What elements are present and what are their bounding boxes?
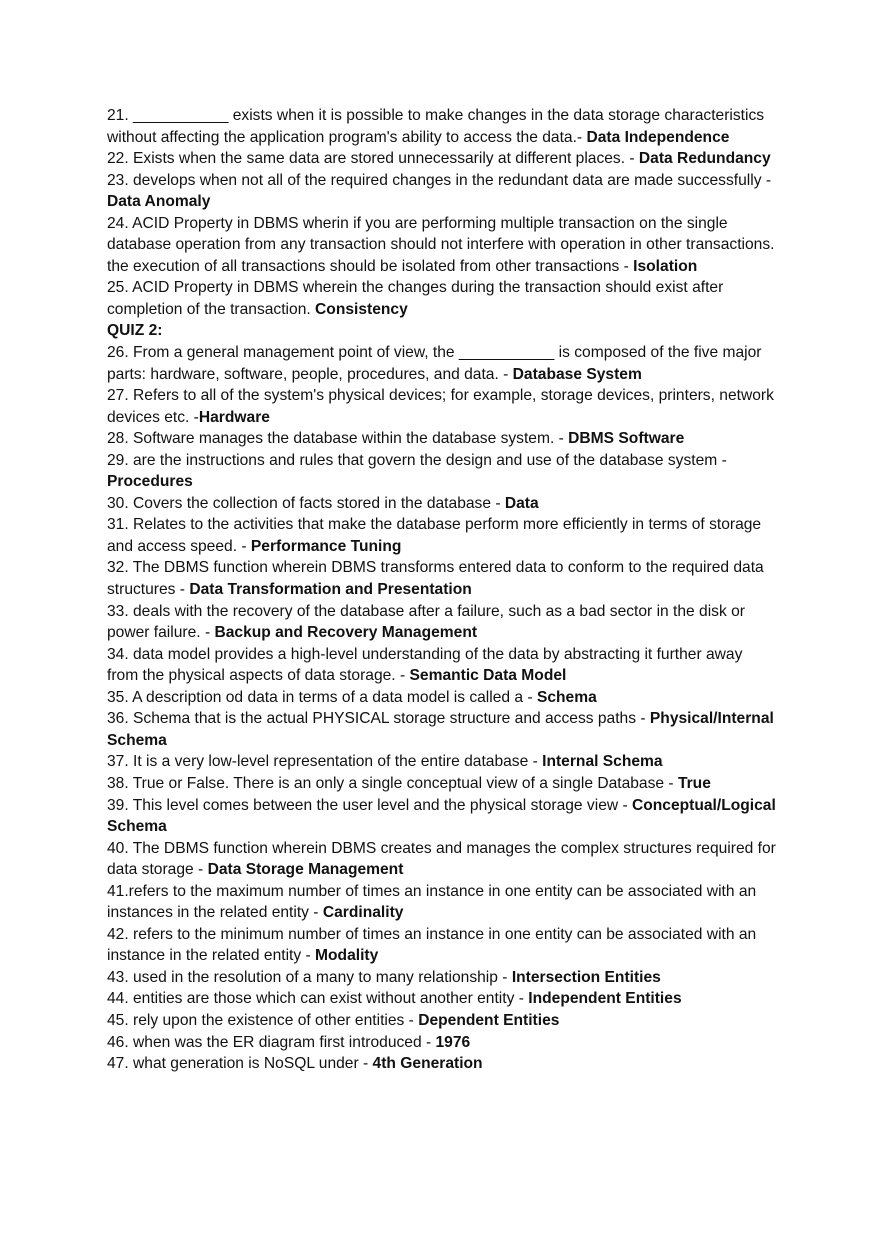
question-item — [107, 838, 777, 881]
question-text: 24. ACID Property in DBMS wherin if you are performing multiple transaction on the single database operation from any transaction should not interfere with operation in other transactions. the execution of all transactions should be isolated from other transactions - — [107, 214, 775, 275]
question-text: 45. rely upon the existence of other entities - — [107, 1011, 419, 1029]
question-item — [107, 148, 777, 170]
question-list-part-2 — [107, 342, 777, 1075]
question-answer: Data Redundancy — [638, 150, 771, 168]
question-answer: Independent Entities — [528, 990, 682, 1008]
question-answer: Consistency — [315, 300, 408, 318]
question-item — [107, 644, 777, 687]
question-answer: Performance Tuning — [250, 537, 402, 555]
question-item — [107, 450, 777, 493]
question-text: 22. Exists when the same data are stored unnecessarily at different places. - — [107, 150, 639, 168]
question-text: 44. entities are those which can exist without another entity - — [107, 990, 529, 1008]
question-item — [107, 924, 777, 967]
question-text: 21. ___________ exists when it is possible to make changes in the data storage characteristics without affecting the application program's ability to access the data.- — [107, 107, 765, 146]
question-text: 25. ACID Property in DBMS wherein the changes during the transaction should exist after completion of the transaction. — [107, 279, 724, 318]
question-item — [107, 773, 777, 795]
question-text: 26. From a general management point of view, the ___________ is composed of the five major parts: hardware, software, people, procedures, and data. - — [107, 344, 762, 383]
question-text: 39. This level comes between the user level and the physical storage view - — [107, 796, 632, 814]
question-item — [107, 1010, 777, 1032]
question-item — [107, 1053, 777, 1075]
question-item — [107, 988, 777, 1010]
question-answer: Database System — [512, 365, 642, 383]
question-answer: Cardinality — [322, 904, 404, 922]
document-page — [107, 105, 777, 1075]
question-text: 23. develops when not all of the required changes in the redundant data are made successfully - — [107, 171, 772, 189]
question-answer: Hardware — [198, 408, 270, 426]
question-text: 28. Software manages the database within the database system. - — [107, 430, 569, 448]
question-item — [107, 385, 777, 428]
question-text: 33. deals with the recovery of the database after a failure, such as a bad sector in the disk or power failure. - — [107, 602, 745, 642]
question-answer: Semantic Data Model — [409, 667, 567, 685]
question-item — [107, 708, 777, 751]
question-list-part-1 — [107, 105, 777, 320]
question-item — [107, 428, 777, 450]
question-text: 38. True or False. There is an only a single conceptual view of a single Database - — [107, 774, 678, 792]
question-item — [107, 601, 777, 644]
question-item — [107, 170, 777, 213]
question-text: 32. The DBMS function wherein DBMS transforms entered data to conform to the required data structures - — [107, 559, 764, 599]
question-answer: Data Storage Management — [207, 861, 404, 879]
question-answer: Data Independence — [586, 128, 730, 146]
question-item — [107, 493, 777, 515]
question-item — [107, 514, 777, 557]
quiz-heading: QUIZ 2: — [107, 322, 163, 340]
question-text: 41.refers to the maximum number of times an instance in one entity can be associated with an instances in the related entity - — [107, 882, 757, 922]
question-answer: Data — [504, 494, 539, 512]
question-item — [107, 277, 777, 320]
question-text: 47. what generation is NoSQL under - — [107, 1055, 373, 1073]
question-text: 42. refers to the minimum number of times an instance in one entity can be associated with an instance in the related entity - — [107, 925, 757, 965]
question-item — [107, 213, 777, 278]
question-answer: Dependent Entities — [418, 1011, 560, 1029]
question-item — [107, 1032, 777, 1054]
question-answer: 4th Generation — [372, 1055, 483, 1073]
question-answer: Schema — [536, 688, 597, 706]
question-text: 46. when was the ER diagram first introduced - — [107, 1033, 436, 1051]
question-answer: Procedures — [107, 473, 193, 491]
question-item — [107, 557, 777, 600]
question-text: 35. A description od data in terms of a data model is called a - — [107, 688, 537, 706]
question-answer: Modality — [315, 947, 379, 965]
question-answer: Physical/Internal Schema — [107, 710, 774, 749]
question-item — [107, 795, 777, 838]
question-text: 43. used in the resolution of a many to many relationship - — [107, 968, 512, 986]
question-answer: Intersection Entities — [511, 968, 661, 986]
question-answer: True — [677, 774, 711, 792]
question-answer: DBMS Software — [568, 430, 685, 448]
question-answer: Conceptual/Logical Schema — [107, 796, 776, 836]
question-text: 40. The DBMS function wherein DBMS creates and manages the complex structures required for data storage - — [107, 839, 776, 879]
question-answer: Isolation — [633, 257, 698, 275]
question-answer: 1976 — [435, 1033, 471, 1051]
question-text: 36. Schema that is the actual PHYSICAL storage structure and access paths - — [107, 710, 650, 728]
question-text: 31. Relates to the activities that make the database perform more efficiently in terms of storage and access speed. - — [107, 516, 762, 555]
question-answer: Data Transformation and Presentation — [189, 581, 472, 599]
question-item — [107, 342, 777, 385]
question-item — [107, 881, 777, 924]
question-text: 27. Refers to all of the system's physical devices; for example, storage devices, printers, network devices etc. - — [107, 387, 774, 426]
question-answer: Data Anomaly — [107, 193, 211, 211]
question-text: 37. It is a very low-level representation of the entire database - — [107, 753, 543, 771]
question-item — [107, 751, 777, 773]
question-answer: Internal Schema — [542, 753, 663, 771]
question-item — [107, 687, 777, 709]
question-text: 29. are the instructions and rules that govern the design and use of the database system - — [107, 451, 727, 469]
question-text: 30. Covers the collection of facts stored in the database - — [107, 494, 505, 512]
question-answer: Backup and Recovery Management — [214, 624, 478, 642]
question-item — [107, 967, 777, 989]
question-text: 34. data model provides a high-level understanding of the data by abstracting it further away from the physical aspects of data storage. - — [107, 645, 743, 685]
question-item — [107, 105, 777, 148]
